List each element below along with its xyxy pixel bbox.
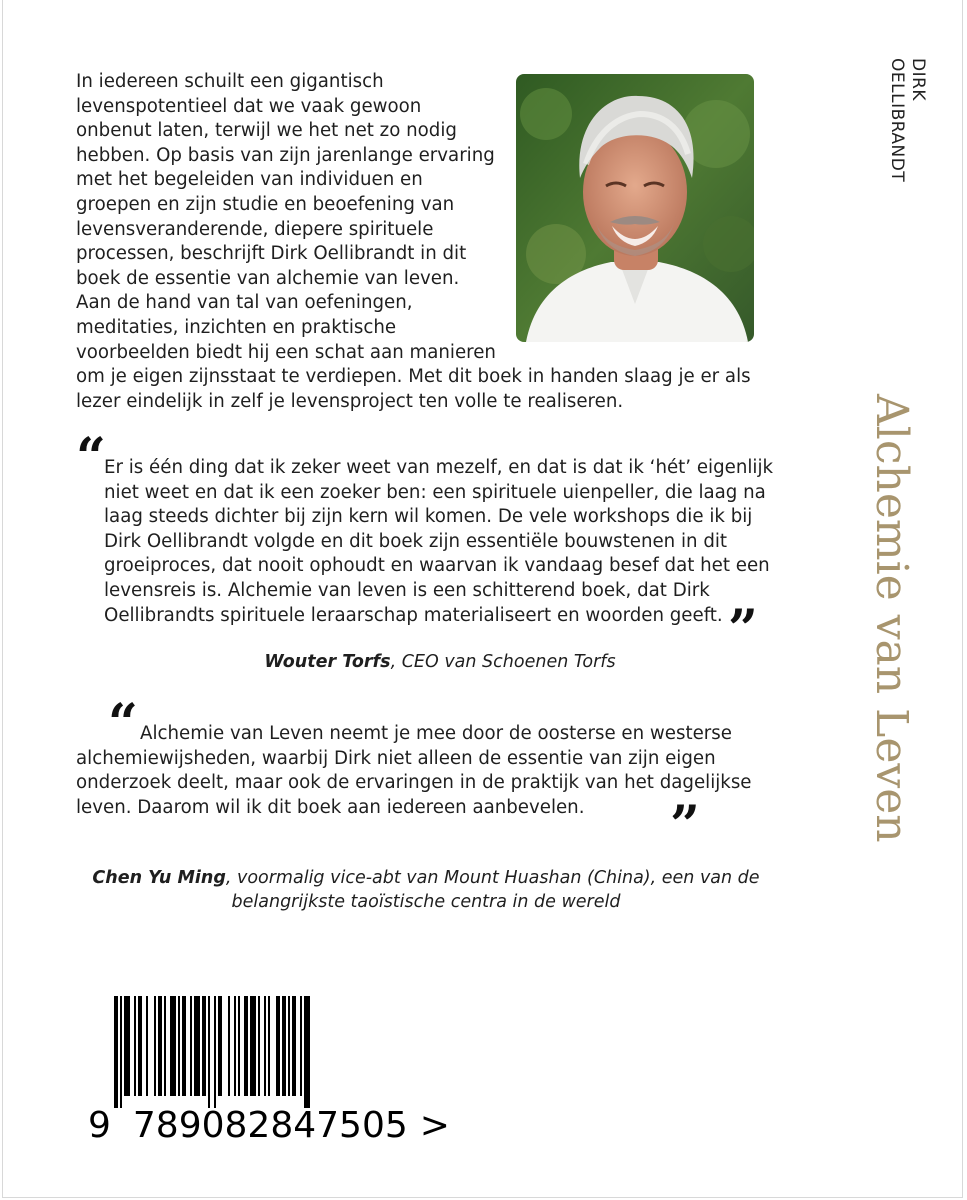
testimonial-role-2: , voormalig vice-abt van Mount Huashan (China), een van de belangrijkste taoïstische centra in de wereld (225, 868, 760, 912)
isbn-lead-digit: 9 (88, 1105, 111, 1146)
open-quote-mark-1: “ (76, 427, 106, 488)
testimonial-role-1: , CEO van Schoenen Torfs (390, 652, 616, 672)
spine-title: Alchemie van Leven (866, 394, 917, 843)
testimonial-text-2: Alchemie van Leven neemt je mee door de oosterse en westerse alchemiewijsheden, waarbij Dirk niet alleen de essentie van zijn eigen onderzoek deelt, maar ook de ervaringen in de praktijk van het dagelijkse leven. Daarom wil ik dit boek aan iedereen aanbevelen. (76, 723, 752, 818)
isbn-digits: 789082847505 (132, 1105, 408, 1146)
spine-author-first: DIRK (908, 58, 928, 102)
isbn-arrow: > (419, 1105, 450, 1146)
spine-author-last: OELLIBRANDT (887, 58, 907, 183)
testimonial-author-1: Wouter Torfs (264, 652, 391, 672)
author-portrait (516, 74, 754, 342)
testimonial-attribution-1 (100, 650, 780, 674)
blurb-text: In iedereen schuilt een gigantisch levenspotentieel dat we vaak gewoon onbenut laten, terwijl we het net zo nodig hebben. Op basis van zijn jarenlange ervaring met het begeleiden van individuen en groepen en zijn studie en beoefening van levensveranderende, diepere spirituele processen, beschrijft Dirk Oellibrandt in dit boek de essentie van alchemie van leven. Aan de hand van tal van oefeningen, meditaties, inzichten en praktische voorbeelden biedt hij een schat aan manieren om je eigen zijnsstaat te verdiepen. Met dit boek in handen slaag je er als lezer eindelijk in zelf je levensproject ten volle te realiseren. (76, 71, 751, 412)
testimonial-author-2: Chen Yu Ming (92, 868, 226, 888)
close-quote-mark-2: ” (670, 795, 700, 856)
close-quote-mark-1: ” (728, 599, 758, 660)
isbn-barcode (112, 996, 372, 1108)
open-quote-mark-2: “ (108, 693, 138, 754)
spine-author (886, 58, 928, 182)
testimonial-text-1: Er is één ding dat ik zeker weet van mezelf, en dat is dat ik ‘hét’ eigenlijk niet weet en dat ik een zoeker ben: een spirituele uienpeller, die laag na laag steeds dichter bij zijn kern wil komen. De vele workshops die ik bij Dirk Oellibrandt volgde en dit boek zijn essentiële bouwstenen in dit groeiproces, dat nooit ophoudt en waarvan ik vandaag besef dat het een levensreis is. Alchemie van leven is een schitterend boek, dat Dirk Oellibrandts spirituele leraarschap materialiseert en woorden geeft. (104, 457, 774, 626)
testimonial-attribution-2 (86, 866, 766, 914)
back-cover-blurb (76, 70, 776, 414)
isbn-number (88, 1102, 450, 1150)
testimonial-quote-1 (104, 456, 780, 628)
